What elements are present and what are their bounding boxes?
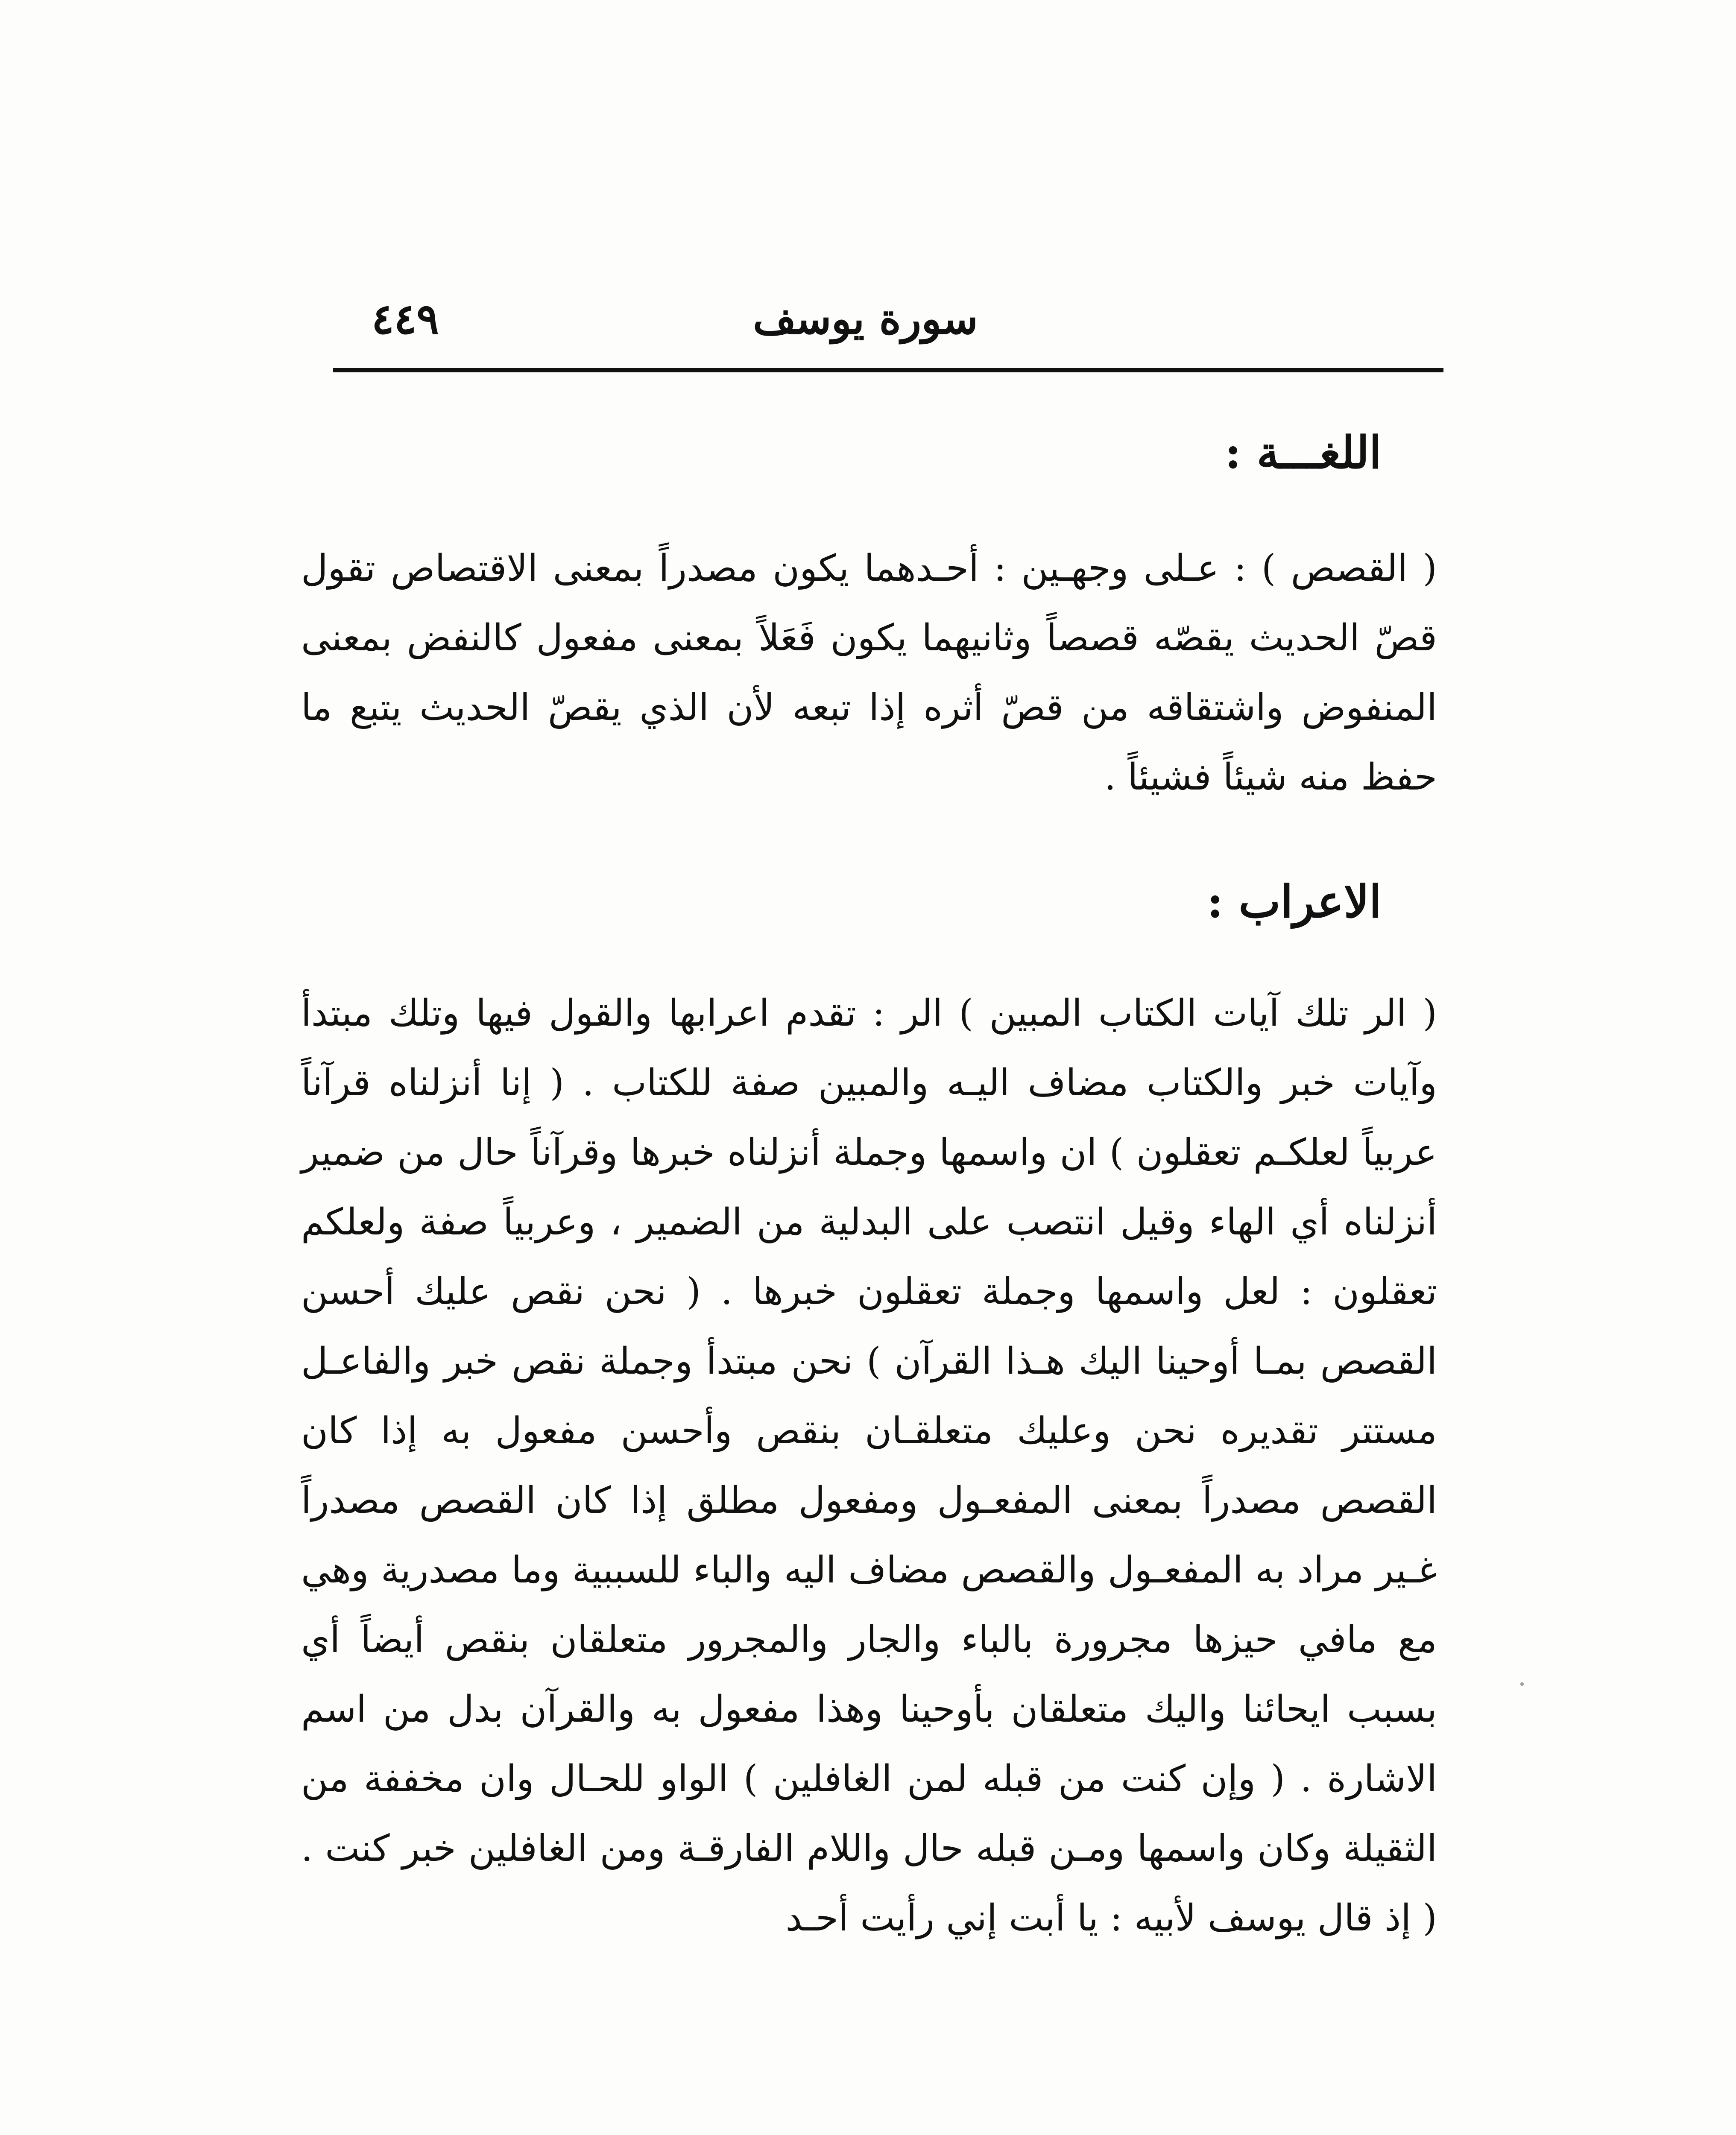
page-body: [301, 406, 1437, 1953]
page-number: ٤٤٩: [372, 295, 439, 344]
irab-paragraph: ( الر تلك آيات الكتاب المبين ) الر : تقدم اعرابها والقول فيها وتلك مبتدأ وآيات خبر والكتاب مضاف اليـه والمبين صفة للكتاب . ( إنا أنزلناه قرآناً عربياً لعلكـم تعقلون ) ان واسمها وجملة أنزلناه خبرها وقرآناً حال من ضمير أنزلناه أي الهاء وقيل انتصب على البدلية من الضمير ، وعربياً صفة ولعلكم تعقلون : لعل واسمها وجملة تعقلون خبرها . ( نحن نقص عليك أحسن القصص بمـا أوحينا اليك هـذا القرآن ) نحن مبتدأ وجملة نقص خبر والفاعـل مستتر تقديره نحن وعليك متعلقـان بنقص وأحسن مفعول به إذا كان القصص مصدراً بمعنى المفعـول ومفعول مطلق إذا كان القصص مصدراً غـير مراد به المفعـول والقصص مضاف اليه والباء للسببية وما مصدرية وهي مع مافي حيزها مجرورة بالباء والجار والمجرور متعلقان بنقص أيضاً أي بسبب ايحائنا واليك متعلقان بأوحينا وهذا مفعول به والقرآن بدل من اسم الاشارة . ( وإن كنت من قبله لمن الغافلين ) الواو للحـال وان مخففة من الثقيلة وكان واسمها ومـن قبله حال واللام الفارقـة ومن الغافلين خبر كنت . ( إذ قال يوسف لأبيه : يا أبت إني رأيت أحـد: [301, 992, 1437, 1939]
header-divider: [333, 368, 1443, 372]
irab-heading: الاعراب :: [1206, 875, 1382, 928]
lugha-paragraph: ( القصص ) : عـلى وجهـين : أحـدهما يكون مصدراً بمعنى الاقتصاص تقول قصّ الحديث يقصّه قصصاً وثانيهما يكون فَعَلاً بمعنى مفعول كالنفض بمعنى المنفوض واشتقاقه من قصّ أثره إذا تبعه لأن الذي يقصّ الحديث يتبع ما حفظ منه شيئاً فشيئاً .: [301, 547, 1437, 798]
running-title: سورة يوسف: [753, 295, 978, 344]
lugha-heading: اللغـــة :: [1225, 426, 1382, 479]
page-header: [333, 278, 1443, 342]
scan-speck: [1520, 1682, 1524, 1686]
